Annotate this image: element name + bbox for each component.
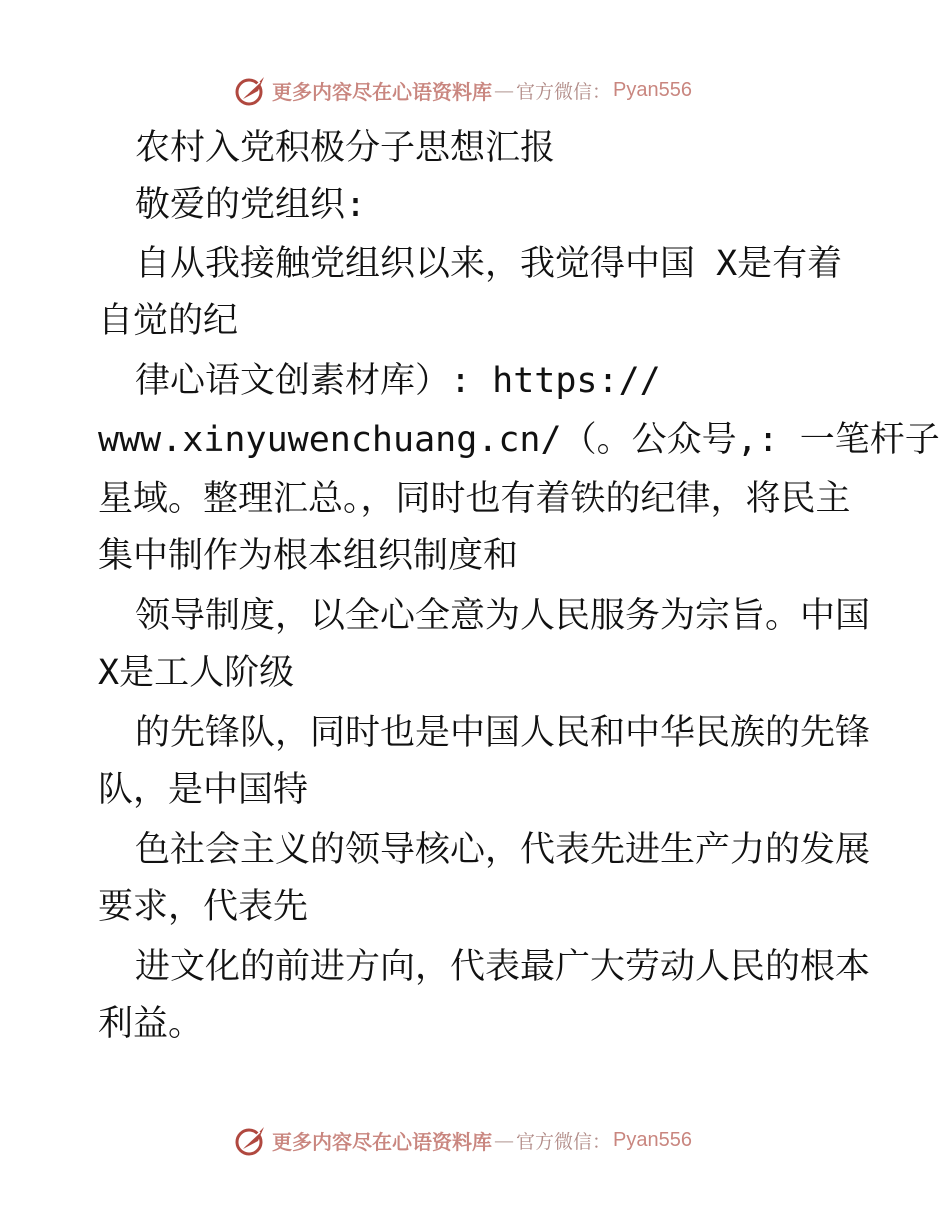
watermark-wechat-label: 官方微信： [516, 80, 612, 103]
footer-watermark [234, 1122, 692, 1158]
document-title: 农村入党积极分子思想汇报 [135, 128, 556, 168]
text-line: 的先锋队，同时也是中国人民和中华民族的先锋 [135, 713, 871, 753]
text-line: 律心语文创素材库）: https:// [135, 361, 661, 401]
text-line: X是工人阶级 [98, 653, 295, 693]
text-line: 领导制度，以全心全意为人民服务为宗旨。中国 [135, 596, 871, 636]
text-line: 队，是中国特 [98, 770, 309, 810]
text-line: 自觉的纪 [98, 301, 239, 341]
text-line: 集中制作为根本组织制度和 [98, 536, 519, 576]
text-line: 利益。 [98, 1004, 204, 1044]
header-watermark [234, 72, 692, 108]
watermark-text: 更多内容尽在心语资料库 [272, 79, 492, 104]
watermark-wechat-id: Pyan556 [613, 1128, 692, 1151]
watermark-text: 更多内容尽在心语资料库 [272, 1129, 492, 1154]
text-line: www.xinyuwenchuang.cn/（。公众号,: 一笔杆子 [98, 420, 940, 460]
watermark-separator: — [494, 78, 514, 102]
text-line: 自从我接触党组织以来，我觉得中国 X是有着 [135, 244, 843, 284]
quill-logo-icon [234, 1123, 268, 1157]
text-line: 色社会主义的领导核心，代表先进生产力的发展 [135, 830, 871, 870]
watermark-separator: — [494, 1128, 514, 1152]
quill-logo-icon [234, 73, 268, 107]
salutation: 敬爱的党组织: [135, 185, 367, 225]
watermark-wechat-label: 官方微信： [516, 1130, 612, 1153]
text-line: 进文化的前进方向，代表最广大劳动人民的根本 [135, 947, 871, 987]
watermark-wechat-id: Pyan556 [613, 78, 692, 101]
text-line: 星域。整理汇总。，同时也有着铁的纪律，将民主 [98, 479, 851, 519]
text-line: 要求，代表先 [98, 887, 309, 927]
